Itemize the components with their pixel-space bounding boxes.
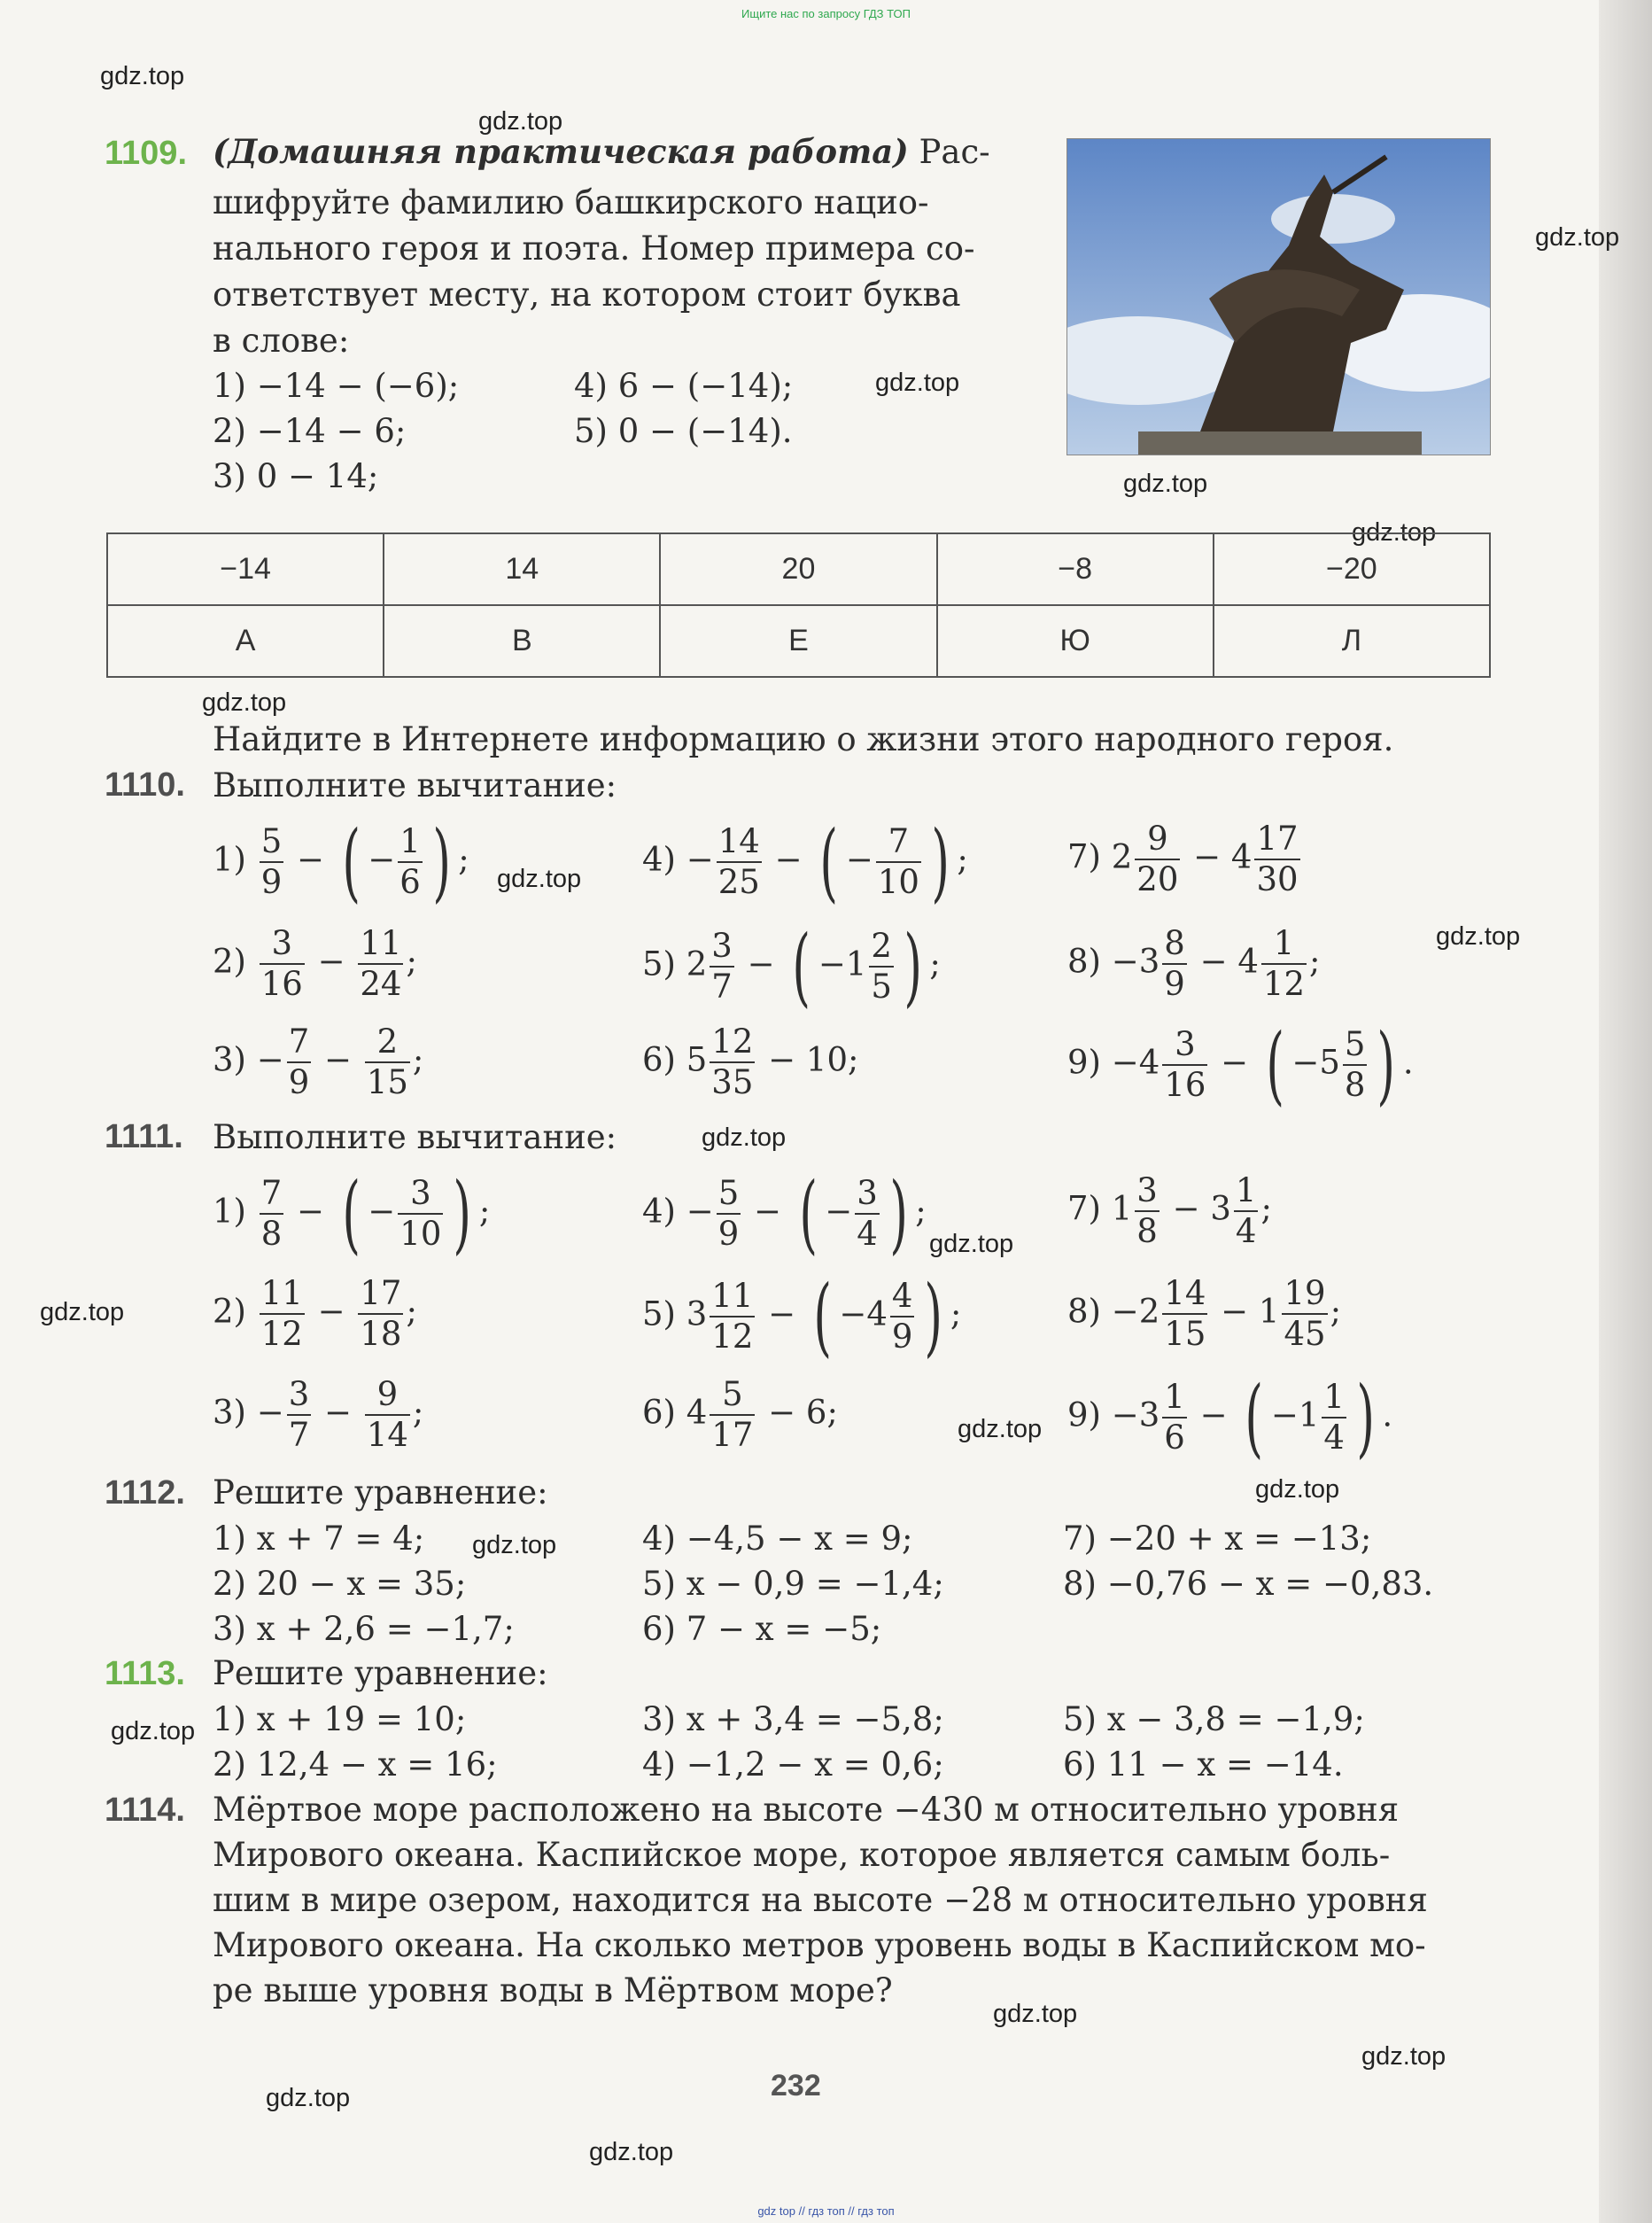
exercise-title: Выполните вычитание: — [213, 766, 617, 804]
math-expression: 3) − $\frac{3}{7}$ − $\frac{9}{14}$ ; — [213, 1375, 424, 1454]
watermark: gdz.top — [958, 1415, 1043, 1443]
math-expression: 9) −3 $\frac{1}{6}$ − ( −1 $\frac{1}{4}$ ) . — [1067, 1368, 1393, 1467]
equation: 3) x + 2,6 = −1,7; — [213, 1610, 515, 1648]
math-expression: 6) 4 $\frac{5}{17}$ − 6; — [642, 1375, 838, 1454]
watermark: gdz.top — [1361, 2042, 1446, 2071]
table-cell: 20 — [660, 533, 936, 605]
exercise-text: Мирового океана. Каспийское море, которое является самым боль- — [213, 1836, 1391, 1874]
watermark: gdz.top — [202, 688, 287, 717]
equation: 1) x + 19 = 10; — [213, 1700, 467, 1738]
watermark: gdz.top — [40, 1298, 125, 1326]
table-cell: А — [107, 605, 384, 677]
math-expression: 4) − $\frac{5}{9}$ − ( − $\frac{3}{4}$ ) ; — [642, 1164, 927, 1263]
equation: 2) 12,4 − x = 16; — [213, 1745, 498, 1784]
bottom-note: gdz top // гдз топ // гдз топ — [757, 2204, 895, 2218]
math-expression: 2) $\frac{11}{12}$ − $\frac{17}{18}$ ; — [213, 1274, 417, 1353]
equation: 6) 7 − x = −5; — [642, 1610, 882, 1648]
exercise-item: 1) −14 − (−6); — [213, 367, 460, 405]
table-cell: Е — [660, 605, 936, 677]
watermark: gdz.top — [875, 369, 960, 397]
math-expression: 8) −2 $\frac{14}{15}$ − 1 $\frac{19}{45}$ ; — [1067, 1274, 1342, 1353]
exercise-number: 1113. — [105, 1655, 185, 1692]
exercise-title: (Домашняя практическая работа) Рас- — [213, 132, 990, 171]
exercise-text: Мирового океана. На сколько метров уровень воды в Каспийском мо- — [213, 1926, 1426, 1964]
table-row — [107, 533, 1490, 605]
exercise-text: в слове: — [213, 322, 350, 360]
exercise-number: 1111. — [105, 1118, 183, 1155]
equation: 6) 11 − x = −14. — [1063, 1745, 1344, 1784]
equation: 4) −1,2 − x = 0,6; — [642, 1745, 944, 1784]
exercise-text: шифруйте фамилию башкирского нацио- — [213, 183, 929, 222]
answer-table — [106, 532, 1491, 678]
exercise-title: Решите уравнение: — [213, 1654, 548, 1692]
watermark: gdz.top — [1255, 1475, 1340, 1504]
table-cell: В — [384, 605, 660, 677]
watermark: gdz.top — [478, 107, 563, 136]
math-expression: 7) 1 $\frac{3}{8}$ − 3 $\frac{1}{4}$ ; — [1067, 1171, 1272, 1250]
table-cell: 14 — [384, 533, 660, 605]
watermark: gdz.top — [929, 1230, 1014, 1258]
watermark: gdz.top — [1123, 470, 1208, 498]
equation: 1) x + 7 = 4; — [213, 1520, 425, 1558]
top-note: Ищите нас по запросу ГДЗ ТОП — [741, 7, 911, 20]
watermark: gdz.top — [1352, 518, 1437, 547]
watermark: gdz.top — [100, 62, 185, 90]
math-expression: 5) 2 $\frac{3}{7}$ − ( −1 $\frac{2}{5}$ ) ; — [642, 917, 941, 1016]
math-expression: 9) −4 $\frac{3}{16}$ − ( −5 $\frac{5}{8}$ ) . — [1067, 1015, 1414, 1115]
equation: 2) 20 − x = 35; — [213, 1565, 467, 1603]
table-cell: −8 — [937, 533, 1214, 605]
equation: 7) −20 + x = −13; — [1063, 1520, 1372, 1558]
watermark: gdz.top — [702, 1123, 787, 1152]
equation: 5) x − 3,8 = −1,9; — [1063, 1700, 1365, 1738]
watermark: gdz.top — [589, 2138, 674, 2166]
exercise-item: 4) 6 − (−14); — [574, 367, 794, 405]
equation: 8) −0,76 − x = −0,83. — [1063, 1565, 1434, 1603]
equation: 5) x − 0,9 = −1,4; — [642, 1565, 944, 1603]
watermark: gdz.top — [266, 2084, 351, 2112]
exercise-number: 1114. — [105, 1792, 185, 1829]
table-cell: −20 — [1214, 533, 1490, 605]
exercise-text: ответствует месту, на котором стоит буква — [213, 276, 961, 314]
exercise-text: ре выше уровня воды в Мёртвом море? — [213, 1971, 893, 2009]
exercise-number: 1112. — [105, 1474, 185, 1512]
watermark: gdz.top — [111, 1717, 196, 1745]
exercise-text: Мёртвое море расположено на высоте −430 м относительно уровня — [213, 1791, 1400, 1829]
page-edge-shadow — [1599, 0, 1652, 2223]
exercise-item: 2) −14 − 6; — [213, 412, 407, 450]
exercise-footer: Найдите в Интернете информацию о жизни этого народного героя. — [213, 720, 1394, 758]
exercise-title: Выполните вычитание: — [213, 1118, 617, 1156]
table-cell: Л — [1214, 605, 1490, 677]
exercise-item: 5) 0 − (−14). — [574, 412, 793, 450]
exercise-item: 3) 0 − 14; — [213, 457, 379, 495]
math-expression: 8) −3 $\frac{8}{9}$ − 4 $\frac{1}{12}$ ; — [1067, 924, 1321, 1003]
exercise-text: нального героя и поэта. Номер примера со- — [213, 229, 975, 268]
table-cell: −14 — [107, 533, 384, 605]
math-expression: 2) $\frac{3}{16}$ − $\frac{11}{24}$ ; — [213, 924, 417, 1003]
math-expression: 3) − $\frac{7}{9}$ − $\frac{2}{15}$ ; — [213, 1022, 424, 1101]
monument-photo — [1066, 138, 1491, 455]
exercise-text: шим в мире озером, находится на высоте −28 м относительно уровня — [213, 1881, 1428, 1919]
math-expression: 1) $\frac{5}{9}$ − ( − $\frac{1}{6}$ ) ; — [213, 812, 469, 912]
watermark: gdz.top — [472, 1531, 557, 1559]
exercise-number: 1110. — [105, 766, 185, 804]
watermark: gdz.top — [497, 865, 582, 893]
exercise-title: Решите уравнение: — [213, 1473, 548, 1512]
table-cell: Ю — [937, 605, 1214, 677]
table-row — [107, 605, 1490, 677]
page-number: 232 — [771, 2069, 821, 2103]
math-expression: 4) − $\frac{14}{25}$ − ( − $\frac{7}{10}$ ) ; — [642, 812, 968, 912]
watermark: gdz.top — [1535, 223, 1620, 252]
math-expression: 6) 5 $\frac{12}{35}$ − 10; — [642, 1022, 859, 1101]
math-expression: 7) 2 $\frac{9}{20}$ − 4 $\frac{17}{30}$ — [1067, 820, 1299, 898]
equation: 4) −4,5 − x = 9; — [642, 1520, 913, 1558]
watermark: gdz.top — [993, 2000, 1078, 2028]
math-expression: 1) $\frac{7}{8}$ − ( − $\frac{3}{10}$ ) ; — [213, 1164, 491, 1263]
exercise-number: 1109. — [105, 135, 187, 172]
math-expression: 5) 3 $\frac{11}{12}$ − ( −4 $\frac{4}{9}$ ) ; — [642, 1267, 962, 1366]
watermark: gdz.top — [1436, 922, 1521, 951]
equation: 3) x + 3,4 = −5,8; — [642, 1700, 944, 1738]
